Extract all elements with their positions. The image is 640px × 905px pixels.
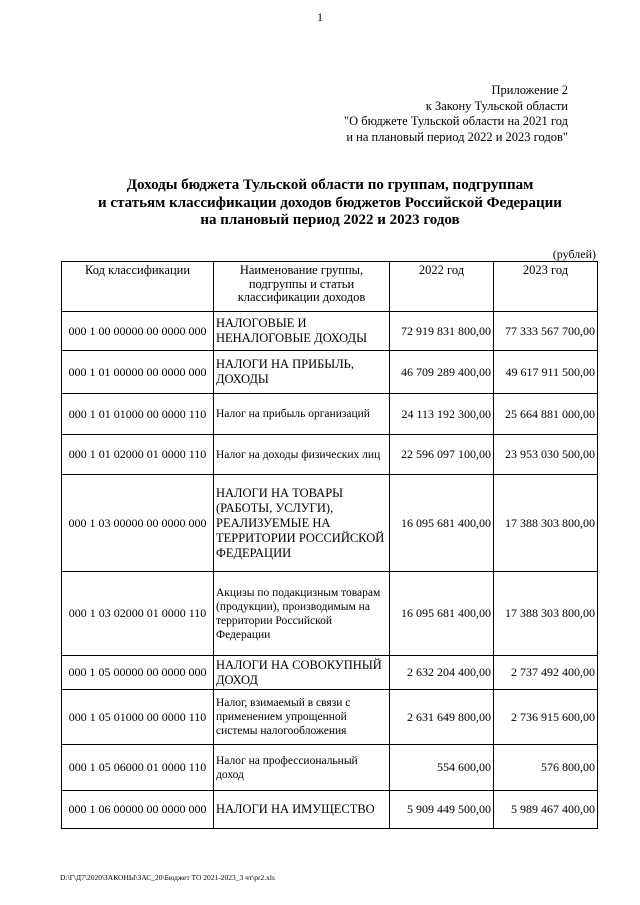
row-2022: 16 095 681 400,00 — [390, 475, 494, 572]
row-2023: 5 989 467 400,00 — [494, 791, 598, 829]
table-row — [62, 656, 598, 690]
row-name: Налог на прибыль организаций — [214, 394, 390, 435]
table-row — [62, 312, 598, 351]
row-code: 000 1 06 00000 00 0000 000 — [62, 791, 214, 829]
row-name: НАЛОГИ НА ТОВАРЫ (РАБОТЫ, УСЛУГИ), РЕАЛИЗУЕМЫЕ НА ТЕРРИТОРИИ РОССИЙСКОЙ ФЕДЕРАЦИИ — [214, 475, 390, 572]
row-code: 000 1 05 01000 00 0000 110 — [62, 690, 214, 745]
row-name: Налог, взимаемый в связи с применением упрощенной системы налогообложения — [214, 690, 390, 745]
table-row — [62, 351, 598, 394]
page-number: 1 — [317, 10, 323, 24]
row-name: Налог на доходы физических лиц — [214, 435, 390, 475]
row-code: 000 1 05 06000 01 0000 110 — [62, 745, 214, 791]
row-name: Акцизы по подакцизным товарам (продукции), производимым на территории Российской Федерации — [214, 572, 390, 656]
row-code: 000 1 00 00000 00 0000 000 — [62, 312, 214, 351]
row-2022: 72 919 831 800,00 — [390, 312, 494, 351]
title-line-3: на плановый период 2022 и 2023 годов — [200, 212, 460, 228]
row-code: 000 1 01 01000 00 0000 110 — [62, 394, 214, 435]
table-row — [62, 475, 598, 572]
row-2022: 554 600,00 — [390, 745, 494, 791]
row-2023: 17 388 303 800,00 — [494, 572, 598, 656]
appendix-line-1: Приложение 2 — [491, 83, 568, 97]
table-row — [62, 435, 598, 475]
table-row — [62, 572, 598, 656]
row-2023: 49 617 911 500,00 — [494, 351, 598, 394]
revenue-table — [61, 261, 598, 829]
row-2022: 24 113 192 300,00 — [390, 394, 494, 435]
table-header-row — [62, 262, 598, 312]
row-2023: 2 737 492 400,00 — [494, 656, 598, 690]
appendix-line-2: к Закону Тульской области — [425, 98, 568, 113]
row-code: 000 1 05 00000 00 0000 000 — [62, 656, 214, 690]
table-row — [62, 394, 598, 435]
row-code: 000 1 03 00000 00 0000 000 — [62, 475, 214, 572]
row-2022: 22 596 097 100,00 — [390, 435, 494, 475]
row-code: 000 1 01 02000 01 0000 110 — [62, 435, 214, 475]
appendix-line-4: и на плановый период 2022 и 2023 годов" — [346, 129, 568, 144]
row-name: НАЛОГОВЫЕ И НЕНАЛОГОВЫЕ ДОХОДЫ — [214, 312, 390, 351]
row-2023: 23 953 030 500,00 — [494, 435, 598, 475]
row-2022: 5 909 449 500,00 — [390, 791, 494, 829]
header-2022: 2022 год — [390, 262, 494, 312]
row-2022: 2 631 649 800,00 — [390, 690, 494, 745]
title-line-2: и статьям классификации доходов бюджетов Российской Федерации — [98, 194, 562, 211]
row-2022: 16 095 681 400,00 — [390, 572, 494, 656]
currency-unit: (рублей) — [552, 247, 596, 261]
file-path-footer: D:\Г\Д7\2020\ЗАКОНЫ\ЗАС_20\Бюджет ТО 2021-2023_3 чт\pr2.xls — [60, 873, 275, 882]
table-row — [62, 690, 598, 745]
header-name: Наименование группы, подгруппы и статьи классификации доходов — [214, 262, 390, 312]
row-name: НАЛОГИ НА ИМУЩЕСТВО — [214, 791, 390, 829]
row-name: НАЛОГИ НА ПРИБЫЛЬ, ДОХОДЫ — [214, 351, 390, 394]
row-code: 000 1 01 00000 00 0000 000 — [62, 351, 214, 394]
row-2022: 2 632 204 400,00 — [390, 656, 494, 690]
row-2022: 46 709 289 400,00 — [390, 351, 494, 394]
row-name: НАЛОГИ НА СОВОКУПНЫЙ ДОХОД — [214, 656, 390, 690]
row-2023: 576 800,00 — [494, 745, 598, 791]
title-line-1: Доходы бюджета Тульской области по группам, подгруппам — [126, 177, 534, 193]
header-code: Код классификации — [62, 262, 214, 312]
appendix-line-3: "О бюджете Тульской области на 2021 год — [344, 114, 568, 128]
document-title — [60, 177, 600, 230]
header-2023: 2023 год — [494, 262, 598, 312]
row-2023: 2 736 915 600,00 — [494, 690, 598, 745]
row-2023: 17 388 303 800,00 — [494, 475, 598, 572]
table-row — [62, 745, 598, 791]
appendix-header — [344, 83, 568, 145]
row-2023: 77 333 567 700,00 — [494, 312, 598, 351]
table-row — [62, 791, 598, 829]
row-code: 000 1 03 02000 01 0000 110 — [62, 572, 214, 656]
row-name: Налог на профессиональный доход — [214, 745, 390, 791]
row-2023: 25 664 881 000,00 — [494, 394, 598, 435]
